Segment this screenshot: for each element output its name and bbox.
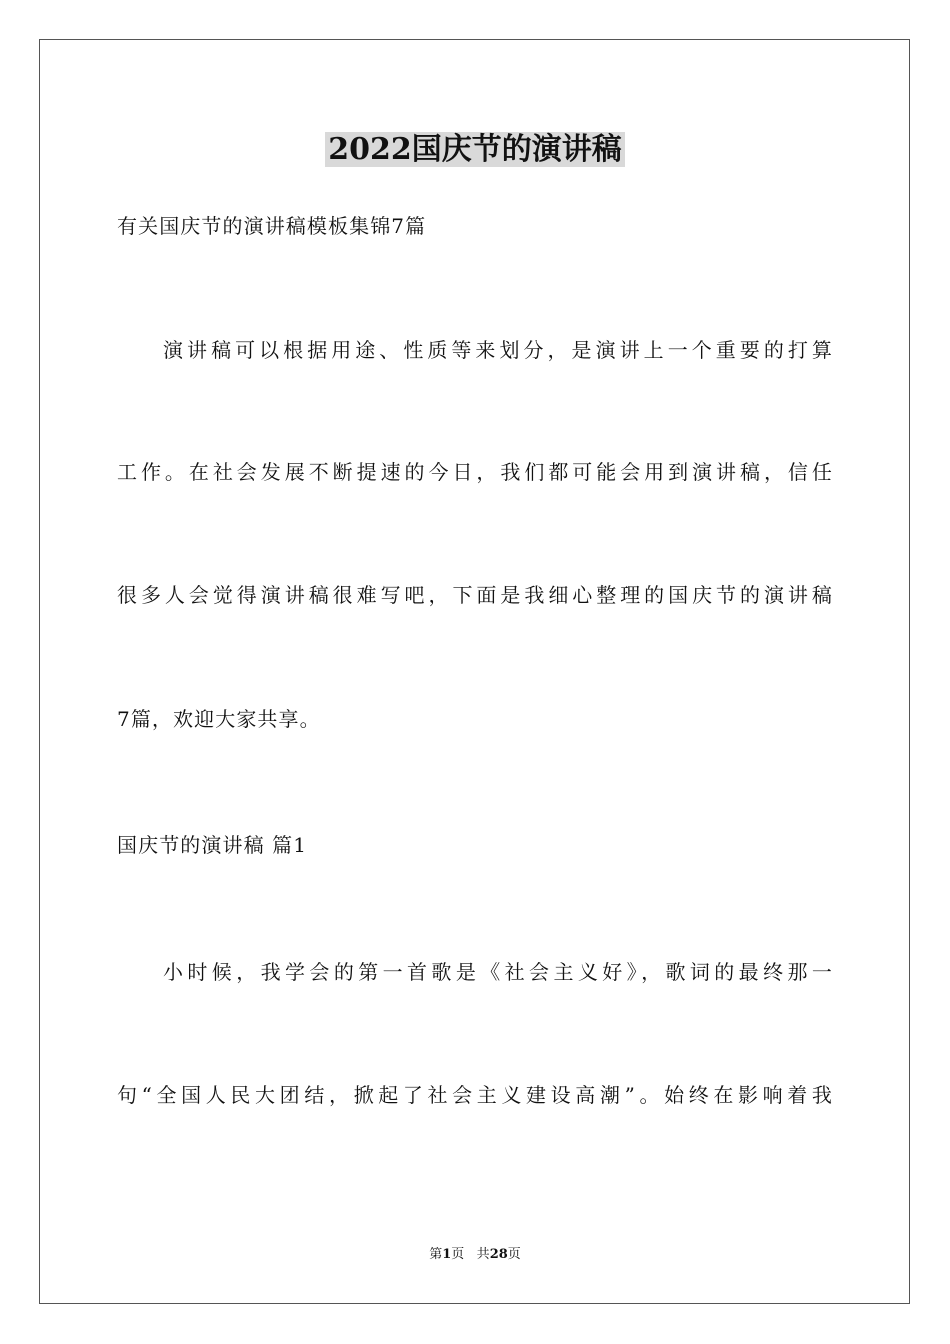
document-subtitle: 有关国庆节的演讲稿模板集锦7篇: [117, 214, 427, 238]
section-line-1: 小时候，我学会的第一首歌是《社会主义好》，歌词的最终那一: [163, 960, 833, 984]
intro-line-3: 很多人会觉得演讲稿很难写吧，下面是我细心整理的国庆节的演讲稿: [117, 583, 833, 607]
section-line-2: 句“全国人民大团结，掀起了社会主义建设高潮”。始终在影响着我: [117, 1083, 833, 1107]
footer-total-pages: 28: [489, 1247, 508, 1262]
document-title: [0, 128, 950, 172]
intro-line-2: 工作。在社会发展不断提速的今日，我们都可能会用到演讲稿，信任: [117, 460, 833, 484]
intro-line-1: 演讲稿可以根据用途、性质等来划分，是演讲上一个重要的打算: [163, 338, 833, 362]
footer-page-prefix: 第: [429, 1247, 443, 1262]
document-title-text: 2022国庆节的演讲稿: [325, 132, 625, 167]
footer-total-suffix: 页: [507, 1247, 521, 1262]
footer-page-number: 1: [442, 1247, 452, 1262]
footer-total-prefix: 共: [476, 1247, 490, 1262]
footer-page-suffix: 页: [451, 1247, 465, 1262]
intro-line-4: 7篇，欢迎大家共享。: [117, 707, 321, 731]
section-heading: 国庆节的演讲稿 篇1: [117, 833, 308, 857]
page-footer: [0, 1246, 950, 1264]
